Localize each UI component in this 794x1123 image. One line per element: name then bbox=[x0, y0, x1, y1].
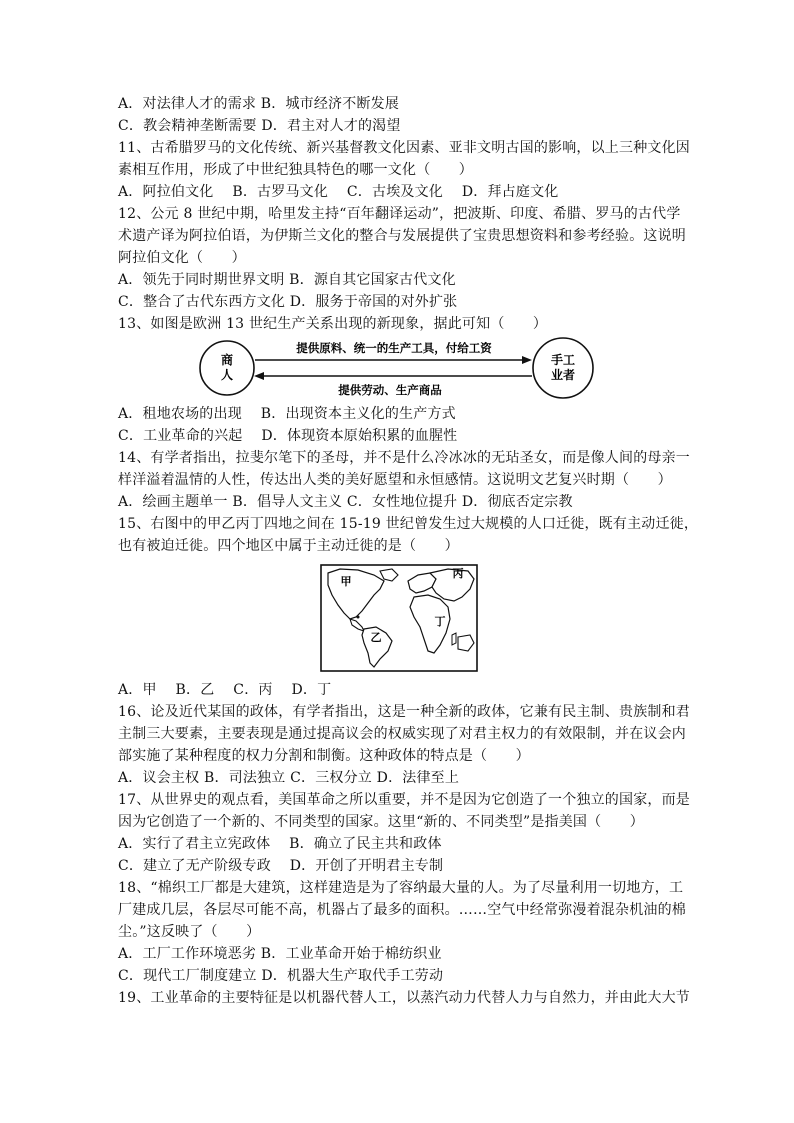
q16-stem-line-1: 16、论及近代某国的政体，有学者指出，这是一种全新的政体，它兼有民主制、贵族制和君 bbox=[118, 704, 691, 720]
q12-options-line-1: A．领先于同时期世界文明 B．源自其它国家古代文化 bbox=[118, 272, 456, 288]
q18-stem-line-1: 18、“棉织工厂都是大建筑，这样建造是为了容纳最大量的人。为了尽量利用一切地方，工 bbox=[118, 880, 684, 896]
q14-stem-line-1: 14、有学者指出，拉斐尔笔下的圣母，并不是什么冷冰冰的无玷圣女，而是像人间的母亲一 bbox=[118, 450, 691, 466]
q10-options-line-2: C．教会精神垄断需要 D．君主对人才的渴望 bbox=[118, 118, 401, 134]
q13-relation-diagram bbox=[118, 335, 688, 403]
q15-options-line-1: A．甲 B．乙 C．丙 D．丁 bbox=[118, 682, 332, 698]
q11-stem-line-2: 素相互作用，形成了中世纪独具特色的哪一文化（ ） bbox=[118, 162, 473, 178]
q16-stem-line-3: 部实施了某种程度的权力分割和制衡。这种政体的特点是（ ） bbox=[118, 748, 530, 764]
q15-world-map bbox=[118, 559, 688, 675]
artisan-node-label-top: 手工 bbox=[550, 353, 576, 367]
map-label-yi: 乙 bbox=[370, 631, 382, 644]
q16-options-line-1: A．议会主权 B．司法独立 C．三权分立 D．法律至上 bbox=[118, 770, 460, 786]
q12-stem-line-1: 12、公元 8 世纪中期，哈里发主持“百年翻译运动”，把波斯、印度、希腊、罗马的古代学 bbox=[118, 206, 681, 222]
caribbean-dot bbox=[357, 616, 360, 619]
q18-options-line-1: A．工厂工作环境恶劣 B．工业革命开始于棉纺织业 bbox=[118, 946, 442, 962]
q13-stem-line-1: 13、如图是欧洲 13 世纪生产关系出现的新现象，据此可知（ ） bbox=[118, 316, 548, 332]
q17-options-line-1: A．实行了君主立宪政体 B．确立了民主共和政体 bbox=[118, 836, 442, 852]
q15-stem-line-2: 也有被迫迁徙。四个地区中属于主动迁徙的是（ ） bbox=[118, 538, 459, 554]
q14-stem-line-2: 样洋溢着温情的人性，传达出人类的美好愿望和永恒感情。这说明文艺复兴时期（ ） bbox=[118, 472, 672, 488]
exam-page bbox=[118, 93, 699, 1009]
bottom-arrow-label: 提供劳动、生产商品 bbox=[338, 383, 442, 397]
q18-stem-line-3: 尘。”这反映了（ ） bbox=[118, 924, 261, 940]
top-arrow-label: 提供原料、统一的生产工具，付给工资 bbox=[296, 341, 492, 355]
q15-map-svg bbox=[118, 559, 688, 675]
q17-stem-line-1: 17、从世界史的观点看，美国革命之所以重要，并不是因为它创造了一个独立的国家，而是 bbox=[118, 792, 691, 808]
map-label-bing: 丙 bbox=[452, 567, 464, 580]
q11-stem-line-1: 11、古希腊罗马的文化传统、新兴基督教文化因素、亚非文明古国的影响，以上三种文化因 bbox=[118, 140, 691, 156]
q13-options-line-2: C．工业革命的兴起 D．体现资本原始积累的血腥性 bbox=[118, 428, 458, 444]
q18-stem-line-2: 厂建成几层，各层尽可能不高，机器占了最多的面积。……空气中经常弥漫着混杂机油的棉 bbox=[118, 902, 686, 918]
q10-options-line-1: A．对法律人才的需求 B．城市经济不断发展 bbox=[118, 96, 400, 112]
bottom-arrow-head bbox=[254, 372, 264, 380]
q13-options-line-1: A．租地农场的出现 B．出现资本主义化的生产方式 bbox=[118, 406, 456, 422]
merchant-node-label-top: 商 bbox=[220, 353, 234, 367]
q12-stem-line-2: 术遗产译为阿拉伯语，为伊斯兰文化的整合与发展提供了宝贵思想资料和参考经验。这说明 bbox=[118, 228, 686, 244]
q17-stem-line-2: 因为它创造了一个新的、不同类型的国家。这里“新的、不同类型”是指美国（ ） bbox=[118, 814, 644, 830]
q17-options-line-2: C．建立了无产阶级专政 D．开创了开明君主专制 bbox=[118, 858, 444, 874]
artisan-node-label-bottom: 业者 bbox=[550, 368, 576, 382]
q14-options-line-1: A．绘画主题单一 B．倡导人文主义 C．女性地位提升 D．彻底否定宗教 bbox=[118, 494, 573, 510]
q12-options-line-2: C．整合了古代东西方文化 D．服务于帝国的对外扩张 bbox=[118, 294, 458, 310]
map-label-jia: 甲 bbox=[340, 575, 352, 588]
q13-diagram-svg bbox=[118, 335, 688, 403]
q15-stem-line-1: 15、右图中的甲乙丙丁四地之间在 15-19 世纪曾发生过大规模的人口迁徙，既有主动迁徙， bbox=[118, 516, 699, 532]
q19-stem-line-1: 19、工业革命的主要特征是以机器代替人工，以蒸汽动力代替人力与自然力，并由此大大节 bbox=[118, 990, 691, 1006]
q16-stem-line-2: 主制三大要素，主要表现是通过提高议会的权威实现了对君主权力的有效限制，并在议会内 bbox=[118, 726, 686, 742]
map-label-ding: 丁 bbox=[434, 615, 446, 628]
top-arrow-head bbox=[522, 356, 532, 364]
merchant-node-label-bottom: 人 bbox=[220, 368, 234, 382]
q12-stem-line-3: 阿拉伯文化（ ） bbox=[118, 250, 246, 266]
q11-options-line-1: A．阿拉伯文化 B．古罗马文化 C．古埃及文化 D．拜占庭文化 bbox=[118, 184, 559, 200]
madagascar-shape bbox=[452, 633, 456, 645]
q18-options-line-2: C．现代工厂制度建立 D．机器大生产取代手工劳动 bbox=[118, 968, 444, 984]
